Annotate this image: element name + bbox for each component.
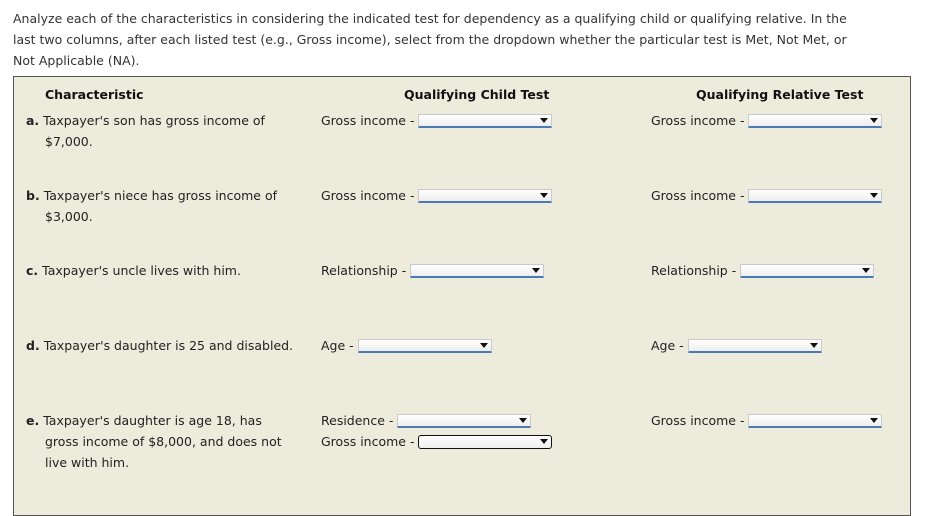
row-e-child-test-residence [321, 410, 531, 431]
row-d-relative-age-dropdown[interactable] [688, 339, 822, 353]
row-text: Taxpayer's daughter is age 18, has gross income of $8,000, and does not live with him. [43, 413, 282, 470]
row-c-relative-test [651, 260, 874, 281]
row-b-relative-gross-income-dropdown[interactable] [748, 189, 882, 203]
test-label: Relationship - [321, 263, 407, 278]
row-d-child-age-dropdown[interactable] [358, 339, 492, 353]
row-letter: e. [26, 413, 40, 428]
row-e-relative-gross-income-dropdown[interactable] [748, 414, 882, 428]
chevron-down-icon [870, 118, 878, 123]
row-c-relative-relationship-dropdown[interactable] [740, 264, 874, 278]
row-e-child-test-gross-income [321, 431, 552, 452]
row-a-relative-test [651, 110, 882, 131]
test-label: Gross income - [321, 188, 415, 203]
test-label: Gross income - [651, 413, 745, 428]
chevron-down-icon [540, 118, 548, 123]
test-label: Age - [321, 338, 354, 353]
row-b-child-gross-income-dropdown[interactable] [418, 189, 552, 203]
chevron-down-icon [480, 343, 488, 348]
test-label: Residence - [321, 413, 394, 428]
instructions: Analyze each of the characteristics in considering the indicated test for dependency as a qualifying child or qualifying relative. In the last two columns, after each listed test (e.g., Gross income), select from the dropdown whether the particular test is Met, Not Met, or Not Applicable (NA). [13, 11, 847, 68]
header-qualifying-relative: Qualifying Relative Test [696, 87, 864, 102]
chevron-down-icon [532, 268, 540, 273]
test-label: Age - [651, 338, 684, 353]
row-a-relative-gross-income-dropdown[interactable] [748, 114, 882, 128]
chevron-down-icon [519, 418, 527, 423]
chevron-down-icon [540, 439, 548, 444]
chevron-down-icon [870, 193, 878, 198]
test-label: Gross income - [321, 113, 415, 128]
row-text: Taxpayer's son has gross income of $7,000. [43, 113, 265, 149]
row-d-characteristic [26, 335, 296, 356]
row-e-child-gross-income-dropdown[interactable] [418, 435, 552, 449]
row-b-characteristic [26, 185, 296, 227]
row-e-relative-test [651, 410, 882, 431]
row-text: Taxpayer's uncle lives with him. [42, 263, 241, 278]
row-e-child-residence-dropdown[interactable] [397, 414, 531, 428]
test-label: Gross income - [651, 113, 745, 128]
row-c-child-test [321, 260, 544, 281]
row-d-child-test [321, 335, 492, 356]
row-b-child-test [321, 185, 552, 206]
header-qualifying-child: Qualifying Child Test [404, 87, 550, 102]
chevron-down-icon [540, 193, 548, 198]
row-a-child-test [321, 110, 552, 131]
row-c-characteristic [26, 260, 296, 281]
row-text: Taxpayer's niece has gross income of $3,000. [43, 188, 277, 224]
chevron-down-icon [862, 268, 870, 273]
row-e-characteristic [26, 410, 296, 473]
chevron-down-icon [870, 418, 878, 423]
row-c-child-relationship-dropdown[interactable] [410, 264, 544, 278]
row-a-characteristic [26, 110, 296, 152]
row-text: Taxpayer's daughter is 25 and disabled. [43, 338, 294, 353]
test-label: Gross income - [321, 434, 415, 449]
row-letter: b. [26, 188, 40, 203]
row-a-child-gross-income-dropdown[interactable] [418, 114, 552, 128]
dependency-test-table [13, 76, 911, 516]
chevron-down-icon [810, 343, 818, 348]
row-letter: a. [26, 113, 40, 128]
row-letter: c. [26, 263, 39, 278]
row-letter: d. [26, 338, 40, 353]
row-b-relative-test [651, 185, 882, 206]
row-d-relative-test [651, 335, 822, 356]
test-label: Gross income - [651, 188, 745, 203]
header-characteristic: Characteristic [45, 87, 144, 102]
test-label: Relationship - [651, 263, 737, 278]
